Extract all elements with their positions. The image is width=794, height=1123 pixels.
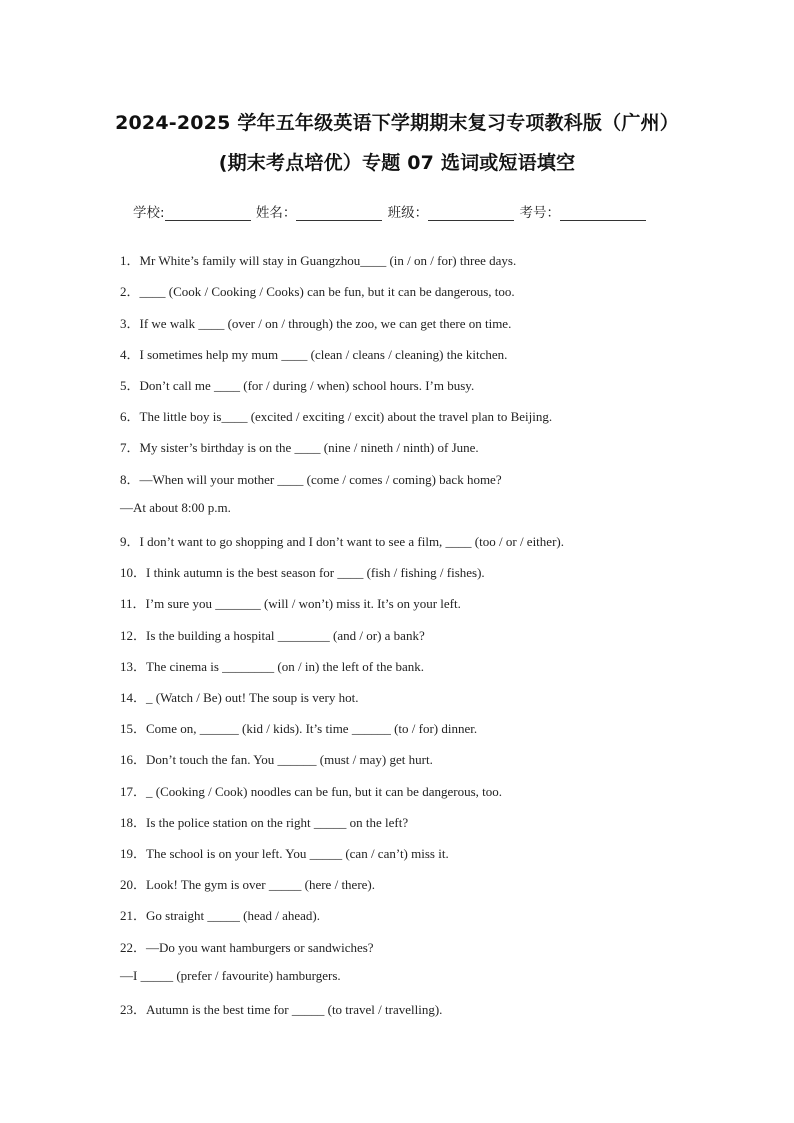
school-label: 学校:: [133, 205, 165, 221]
name-label: 姓名：: [255, 205, 297, 221]
question-line: 22．—Do you want hamburgers or sandwiches?: [120, 940, 374, 955]
question-line: 4．I sometimes help my mum ____ (clean / cleans / cleaning) the kitchen.: [120, 347, 508, 362]
name-blank[interactable]: [296, 206, 382, 221]
question-line: 23．Autumn is the best time for _____ (to travel / travelling).: [120, 1002, 443, 1017]
school-blank[interactable]: [165, 206, 251, 221]
question-line: 3．If we walk ____ (over / on / through) the zoo, we can get there on time.: [120, 316, 512, 331]
question-line: 1．Mr White’s family will stay in Guangzhou____ (in / on / for) three days.: [120, 253, 517, 268]
question-line: 14．_ (Watch / Be) out! The soup is very hot.: [120, 690, 359, 705]
question-line: 2．____ (Cook / Cooking / Cooks) can be fun, but it can be dangerous, too.: [120, 284, 515, 299]
question-line: 10．I think autumn is the best season for ____ (fish / fishing / fishes).: [120, 565, 485, 580]
question-line: 18．Is the police station on the right _____ on the left?: [120, 815, 409, 830]
page-subtitle: (期末考点培优）专题 07 选词或短语填空: [218, 152, 576, 174]
question-line: 16．Don’t touch the fan. You ______ (must / may) get hurt.: [120, 752, 433, 767]
exam-number-blank[interactable]: [560, 206, 646, 221]
question-line: 17．_ (Cooking / Cook) noodles can be fun, but it can be dangerous, too.: [120, 784, 502, 799]
class-label: 班级：: [387, 205, 429, 221]
question-line: 8．—When will your mother ____ (come / comes / coming) back home?: [120, 472, 502, 487]
answer-line: —At about 8:00 p.m.: [120, 500, 231, 515]
question-line: 6．The little boy is____ (excited / exciting / excit) about the travel plan to Beijing.: [120, 409, 553, 424]
question-line: 13．The cinema is ________ (on / in) the left of the bank.: [120, 659, 424, 674]
student-info-row: [133, 201, 647, 221]
question-line: 11．I’m sure you _______ (will / won’t) miss it. It’s on your left.: [120, 596, 461, 611]
page-title: 2024-2025 学年五年级英语下学期期末复习专项教科版（广州）: [115, 112, 679, 134]
question-line: 15．Come on, ______ (kid / kids). It’s time ______ (to / for) dinner.: [120, 721, 478, 736]
exam-number-label: 考号：: [519, 205, 560, 221]
question-line: 21．Go straight _____ (head / ahead).: [120, 908, 321, 923]
question-line: 19．The school is on your left. You _____ (can / can’t) miss it.: [120, 846, 449, 861]
question-line: 12．Is the building a hospital ________ (and / or) a bank?: [120, 628, 425, 643]
answer-line: —I _____ (prefer / favourite) hamburgers.: [120, 968, 341, 983]
question-line: 9．I don’t want to go shopping and I don’t want to see a film, ____ (too / or / either).: [120, 534, 564, 549]
question-line: 7．My sister’s birthday is on the ____ (nine / nineth / ninth) of June.: [120, 440, 479, 455]
question-line: 5．Don’t call me ____ (for / during / when) school hours. I’m busy.: [120, 378, 475, 393]
class-blank[interactable]: [428, 206, 514, 221]
question-line: 20．Look! The gym is over _____ (here / there).: [120, 877, 375, 892]
